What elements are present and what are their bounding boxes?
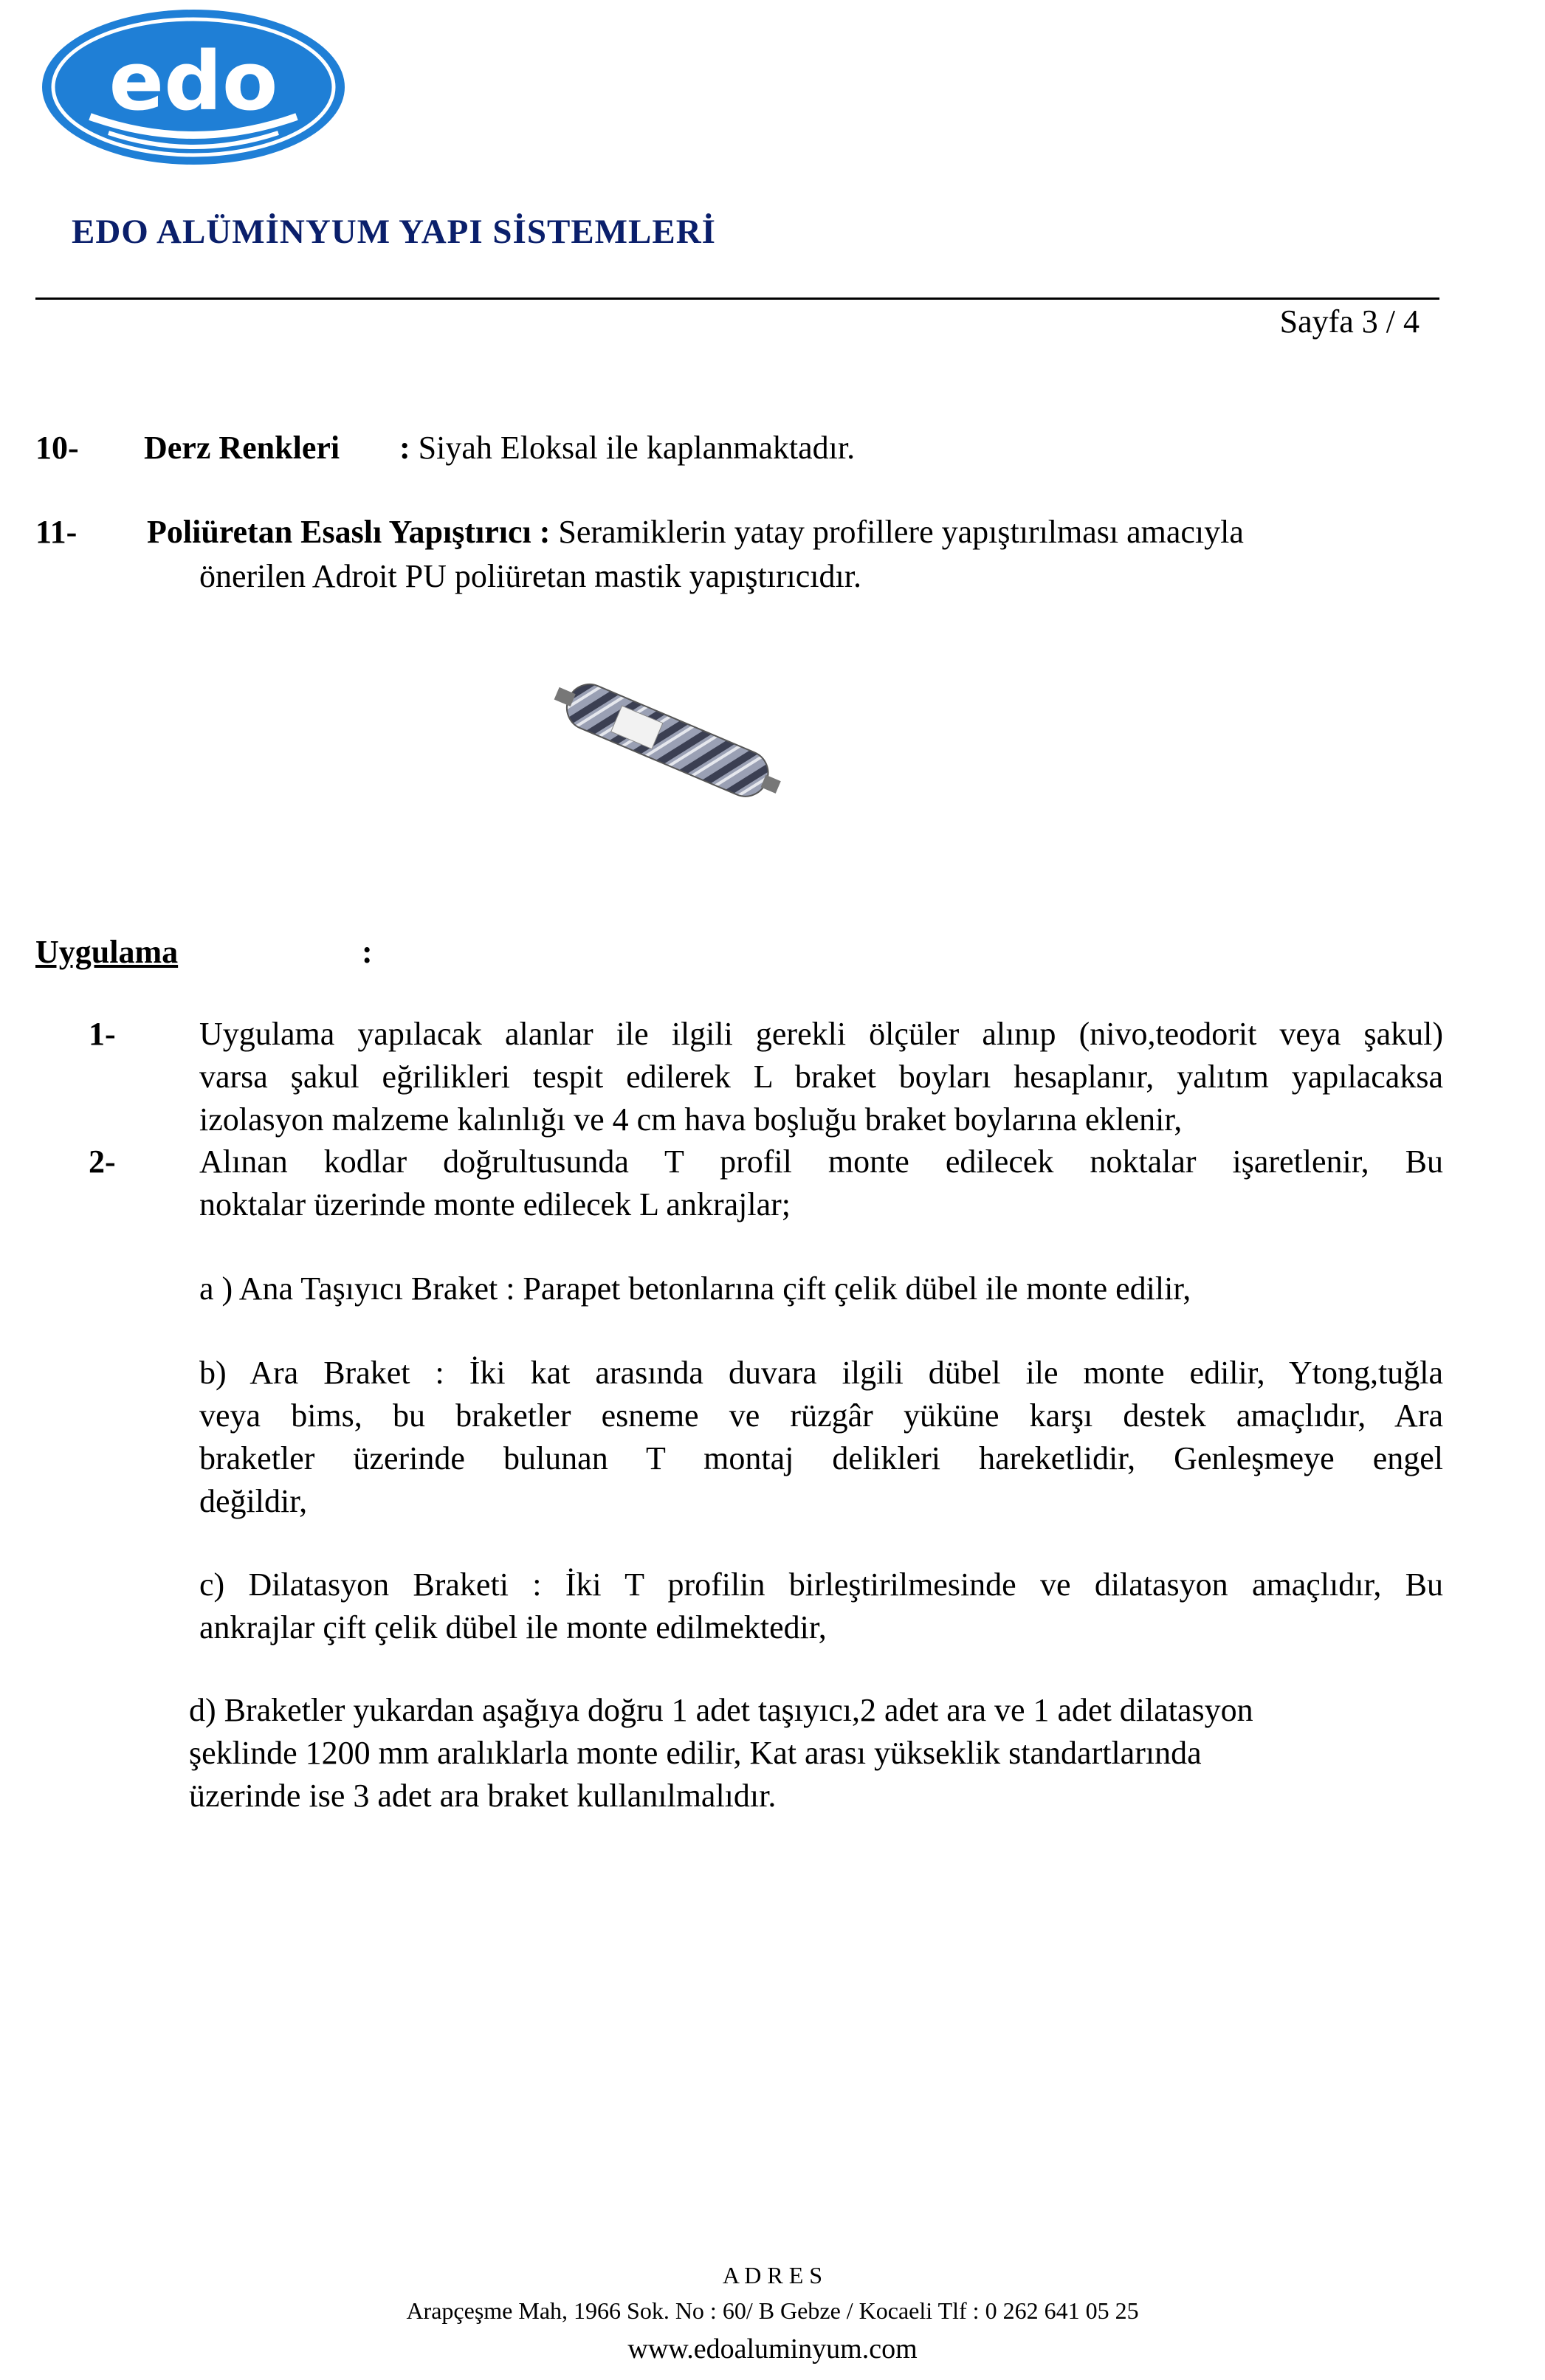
item-title: Derz Renkleri	[144, 430, 340, 466]
step-2-number: 2-	[89, 1143, 116, 1180]
sub-line: üzerinde ise 3 adet ara braket kullanılmalıdır.	[189, 1778, 777, 1814]
step-line: varsa şakul eğrilikleri tespit edilerek L braket boyları hesaplanır, yalıtım yapılacaksa	[199, 1059, 1443, 1095]
sub-item-c	[199, 1564, 1443, 1649]
step-line: Uygulama yapılacak alanlar ile ilgili gerekli ölçüler alınıp (nivo,teodorit veya şakul)	[199, 1016, 1443, 1052]
sub-line: şeklinde 1200 mm aralıklarla monte edilir, Kat arası yükseklik standartlarında	[189, 1735, 1202, 1771]
header-divider	[35, 298, 1439, 300]
sub-line: ankrajlar çift çelik dübel ile monte edilmektedir,	[199, 1609, 827, 1645]
adhesive-tube-image	[531, 664, 797, 812]
sub-line: c) Dilatasyon Braketi : İki T profilin birleştirilmesinde ve dilatasyon amaçlıdır, Bu	[199, 1566, 1443, 1603]
item-10	[35, 427, 856, 470]
item-number: 11-	[35, 514, 78, 550]
sub-line: b) Ara Braket : İki kat arasında duvara ilgili dübel ile monte edilir, Ytong,tuğla	[199, 1355, 1443, 1391]
page-number: Sayfa 3 / 4	[1279, 303, 1420, 340]
company-name: EDO ALÜMİNYUM YAPI SİSTEMLERİ	[72, 213, 716, 251]
sub-line: braketler üzerinde bulunan T montaj delikleri hareketlidir, Genleşmeye engel	[199, 1440, 1443, 1476]
footer-title: A D R E S	[722, 2262, 823, 2288]
item-separator: :	[399, 430, 419, 466]
step-line: noktalar üzerinde monte edilecek L ankrajlar;	[199, 1186, 791, 1222]
application-colon: :	[362, 934, 373, 970]
sub-line: d) Braketler yukardan aşağıya doğru 1 adet taşıyıcı,2 adet ara ve 1 adet dilatasyon	[189, 1692, 1253, 1728]
step-line: izolasyon malzeme kalınlığı ve 4 cm hava boşluğu braket boylarına eklenir,	[199, 1101, 1183, 1138]
footer-website: www.edoaluminyum.com	[627, 2333, 918, 2364]
item-text-line1: Seramiklerin yatay profillere yapıştırılması amacıyla	[550, 514, 1244, 550]
company-logo	[38, 6, 348, 168]
logo-text: edo	[109, 34, 278, 128]
sub-item-d	[189, 1689, 1253, 1817]
sub-item-a: a ) Ana Taşıyıcı Braket : Parapet betonlarına çift çelik dübel ile monte edilir,	[199, 1270, 1191, 1307]
footer-address: Arapçeşme Mah, 1966 Sok. No : 60/ B Gebze / Kocaeli Tlf : 0 262 641 05 25	[406, 2297, 1139, 2324]
step-line: Alınan kodlar doğrultusunda T profil monte edilecek noktalar işaretlenir, Bu	[199, 1143, 1443, 1180]
sub-item-b	[199, 1352, 1443, 1523]
application-heading: Uygulama	[35, 934, 179, 970]
item-11	[35, 511, 1244, 554]
step-1-number: 1-	[89, 1016, 116, 1052]
sub-line: veya bims, bu braketler esneme ve rüzgâr yüküne karşı destek amaçlıdır, Ara	[199, 1397, 1443, 1434]
item-title: Poliüretan Esaslı Yapıştırıcı :	[147, 514, 551, 550]
item-number: 10-	[35, 430, 79, 466]
item-text: Siyah Eloksal ile kaplanmaktadır.	[418, 430, 856, 466]
step-2-text	[199, 1141, 1443, 1226]
step-1-text	[199, 1013, 1443, 1141]
item-text-line2: önerilen Adroit PU poliüretan mastik yapıştırıcıdır.	[199, 558, 861, 594]
sub-line: değildir,	[199, 1483, 308, 1519]
